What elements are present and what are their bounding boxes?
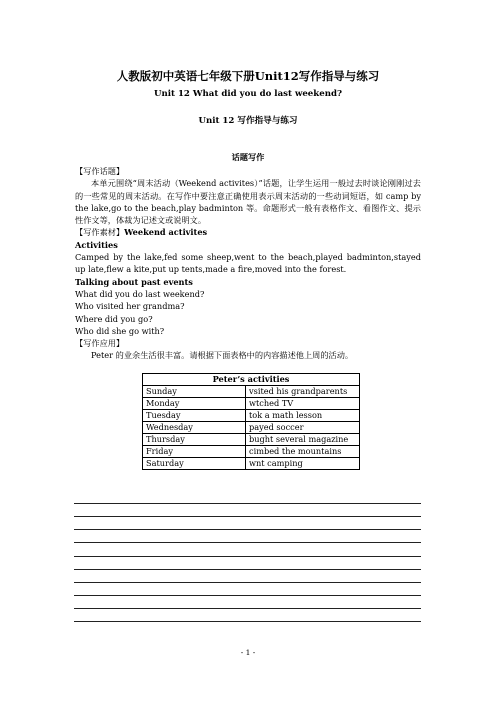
- document-title: 人教版初中英语七年级下册Unit12写作指导与练习: [116, 69, 380, 83]
- writing-line[interactable]: [74, 503, 421, 504]
- question-line: Who visited her grandma?: [75, 301, 185, 312]
- day-cell: Monday: [143, 398, 246, 410]
- writing-lines: [74, 503, 421, 634]
- writing-line[interactable]: [74, 569, 421, 570]
- table-header-row: [143, 374, 360, 386]
- activity-cell: wnt camping: [246, 458, 360, 470]
- topic-heading: 【写作话题】: [75, 166, 125, 176]
- day-cell: Thursday: [143, 434, 246, 446]
- table-row: [143, 398, 360, 410]
- table-row: [143, 422, 360, 434]
- activity-cell: payed soccer: [246, 422, 360, 434]
- writing-line[interactable]: [74, 595, 421, 596]
- writing-line[interactable]: [74, 608, 421, 609]
- unit-subtitle: Unit 12 What did you do last weekend?: [153, 89, 342, 99]
- table-row: [143, 458, 360, 470]
- day-cell: Tuesday: [143, 410, 246, 422]
- topic-paragraph: 本单元围绕“周末活动（Weekend activites）”话题，让学生运用一般过去时谈论刚刚过去的一些常见的周末活动。在写作中要注意正确使用表示周末活动的一些动词短语，如 camp by the lake,go to the beach,play badminton 等。命题形式一般有表格作文、看图作文、提示性作文等，体裁为记述文或说明文。: [75, 178, 421, 226]
- day-cell: Friday: [143, 446, 246, 458]
- page-number: - 1 -: [240, 648, 256, 657]
- writing-line[interactable]: [74, 621, 421, 622]
- material-heading-en: Weekend activites: [124, 227, 208, 238]
- table-row: [143, 446, 360, 458]
- question-line: Where did you go?: [75, 313, 153, 324]
- writing-line[interactable]: [74, 556, 421, 557]
- application-heading: 【写作应用】: [75, 338, 125, 349]
- question-line: What did you do last weekend?: [75, 288, 205, 299]
- activities-table: [142, 373, 360, 470]
- day-cell: Wednesday: [143, 422, 246, 434]
- writing-line[interactable]: [74, 542, 421, 543]
- table-row: [143, 434, 360, 446]
- activities-paragraph: Camped by the lake,fed some sheep,went to the beach,played badminton,stayed up late,flew a kite,put up tents,made a fire,moved into the forest.: [75, 252, 421, 275]
- application-paragraph: Peter 的业余生活很丰富。请根据下面表格中的内容描述他上周的活动。: [91, 350, 354, 361]
- unit-subtitle-cn: Unit 12 写作指导与练习: [198, 116, 298, 126]
- activity-cell: vsited his grandparents: [246, 386, 360, 398]
- writing-line[interactable]: [74, 529, 421, 530]
- activity-cell: wtched TV: [246, 398, 360, 410]
- activity-cell: cimbed the mountains: [246, 446, 360, 458]
- table-row: [143, 386, 360, 398]
- writing-line[interactable]: [74, 516, 421, 517]
- activity-cell: bught several magazine: [246, 434, 360, 446]
- day-cell: Sunday: [143, 386, 246, 398]
- section-title: 话题写作: [231, 152, 265, 162]
- day-cell: Saturday: [143, 458, 246, 470]
- table-row: [143, 410, 360, 422]
- table-header: Peter’s activities: [143, 374, 360, 386]
- writing-line[interactable]: [74, 582, 421, 583]
- material-heading: 【写作素材】: [75, 227, 125, 238]
- talking-label: Talking about past events: [75, 276, 193, 287]
- material-heading-line: [75, 226, 421, 238]
- activity-cell: tok a math lesson: [246, 410, 360, 422]
- question-line: Who did she go with?: [75, 325, 165, 336]
- activities-label: Activities: [75, 239, 118, 250]
- body-text: [75, 165, 421, 362]
